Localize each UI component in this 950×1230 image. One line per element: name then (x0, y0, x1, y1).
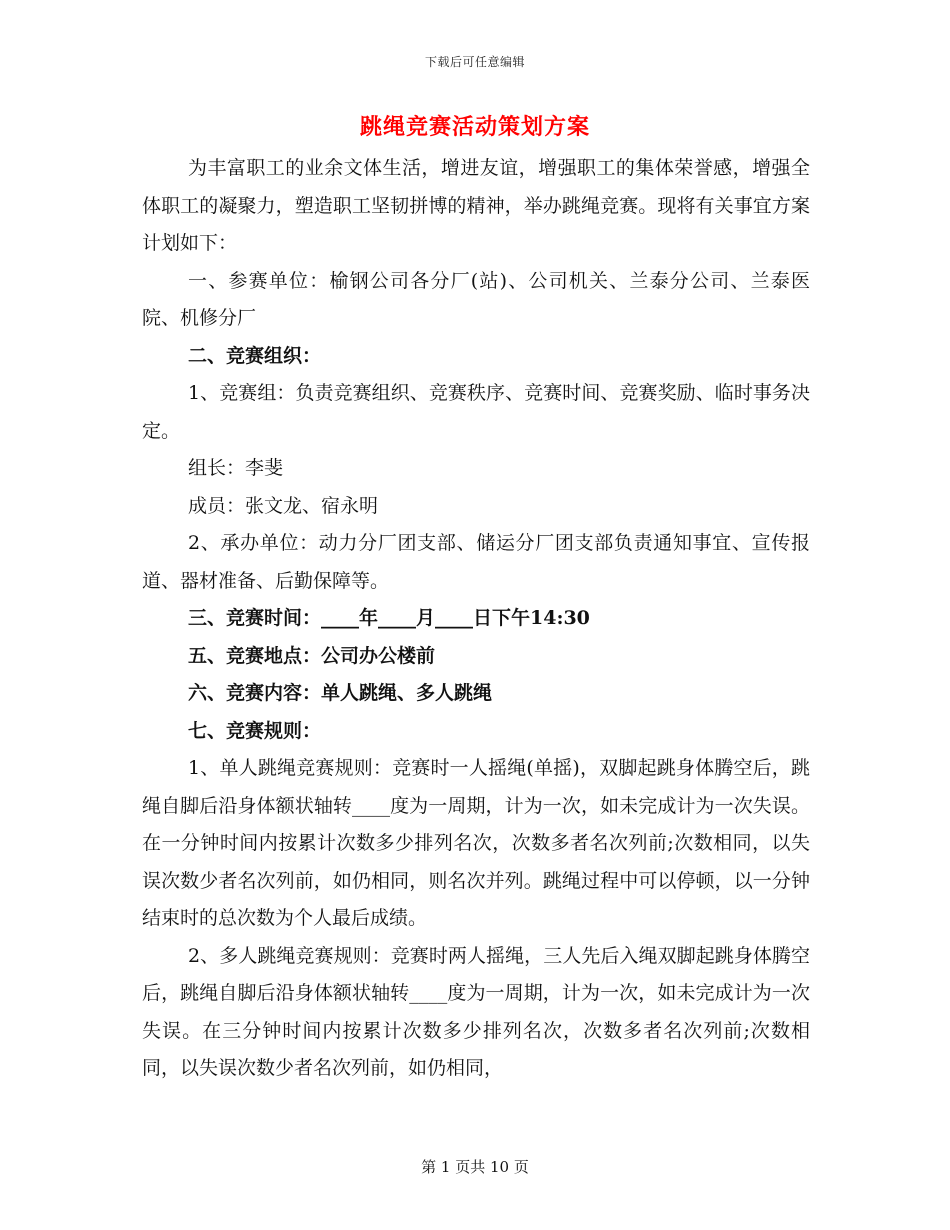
document-title: 跳绳竞赛活动策划方案 (359, 114, 590, 140)
section-heading-rules: 七、竞赛规则： (188, 719, 322, 742)
page-footer: 第 1 页共 10 页 (421, 1158, 529, 1176)
group-leader-line: 组长：李斐 (188, 457, 284, 479)
header-note: 下载后可任意编辑 (424, 55, 525, 69)
document-body (142, 150, 810, 1088)
section-heading-organization: 二、竞赛组织： (188, 344, 322, 367)
single-rope-rules-paragraph: 1、单人跳绳竞赛规则：竞赛时一人摇绳(单摇)，双脚起跳身体腾空后，跳绳自脚后沿身体额状轴转____度为一周期，计为一次，如未完成计为一次失误。在一分钟时间内按累计次数多少排列名次，次数多者名次列前;次数相同，以失误次数少者名次列前，如仍相同，则名次并列。跳绳过程中可以停顿，以一分钟结束时的总次数为个人最后成绩。 (142, 757, 810, 929)
members-line: 成员：张文龙、宿永明 (188, 494, 379, 517)
organization-committee-paragraph: 1、竞赛组：负责竞赛组织、竞赛秩序、竞赛时间、竞赛奖励、临时事务决定。 (142, 382, 810, 442)
participants-paragraph: 一、参赛单位：榆钢公司各分厂(站)、公司机关、兰泰分公司、兰泰医院、机修分厂 (142, 269, 810, 329)
section-heading-content: 六、竞赛内容：单人跳绳、多人跳绳 (188, 682, 493, 704)
section-heading-location: 五、竞赛地点：公司办公楼前 (188, 644, 436, 667)
multi-rope-rules-paragraph: 2、多人跳绳竞赛规则：竞赛时两人摇绳，三人先后入绳双脚起跳身体腾空后，跳绳自脚后沿身体额状轴转____度为一周期，计为一次，如未完成计为一次失误。在三分钟时间内按累计次数多少排列名次，次数多者名次列前;次数相同，以失误次数少者名次列前，如仍相同， (142, 944, 810, 1079)
intro-paragraph: 为丰富职工的业余文体生活，增进友谊，增强职工的集体荣誉感，增强全体职工的凝聚力，塑造职工坚韧拼博的精神，举办跳绳竞赛。现将有关事宜方案计划如下： (142, 157, 810, 254)
section-heading-time: 三、竞赛时间：____年____月____日下午14:30 (188, 607, 590, 629)
organizer-paragraph: 2、承办单位：动力分厂团支部、储运分厂团支部负责通知事宜、宣传报道、器材准备、后勤保障等。 (142, 532, 810, 592)
